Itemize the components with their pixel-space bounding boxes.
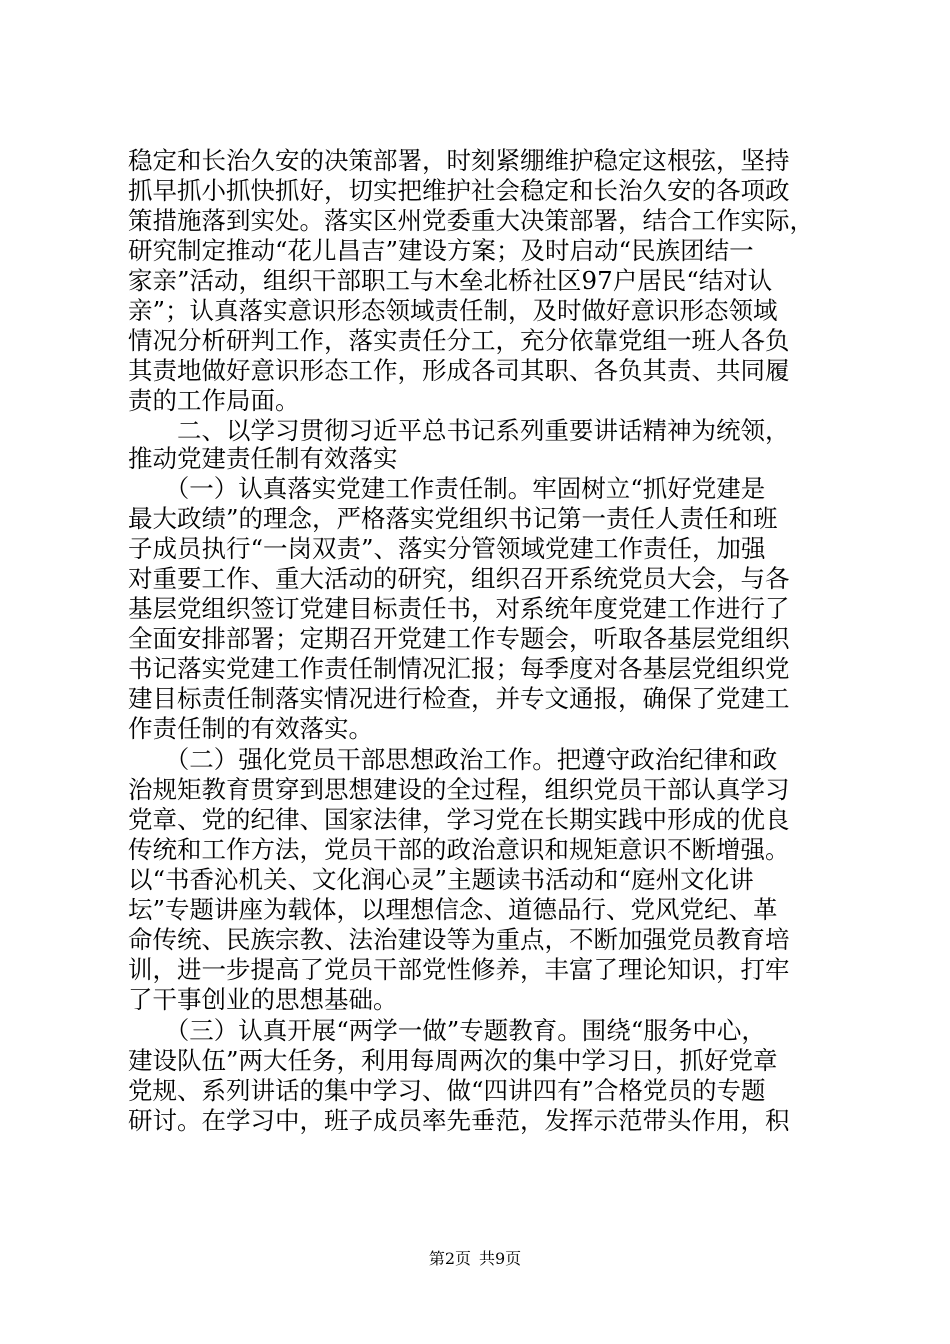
body-line: 党章、党的纪律、国家法律，学习党在长期实践中形成的优良 <box>128 805 790 834</box>
body-line: （二）强化党员干部思想政治工作。把遵守政治纪律和政 <box>128 745 778 774</box>
body-line: 传统和工作方法，党员干部的政治意识和规矩意识不断增强。 <box>128 835 790 864</box>
body-line: 亲”；认真落实意识形态领域责任制，及时做好意识形态领域 <box>128 296 778 325</box>
body-line: 对重要工作、重大活动的研究，组织召开系统党员大会，与各 <box>128 564 790 593</box>
body-line: （三）认真开展“两学一做”专题教育。围绕“服务中心， <box>128 1016 766 1045</box>
body-line: 基层党组织签订党建目标责任书，对系统年度党建工作进行了 <box>128 594 790 623</box>
body-line: 命传统、民族宗教、法治建设等为重点，不断加强党员教育培 <box>128 925 790 954</box>
page-number: 第2页 <box>428 1249 471 1268</box>
body-line: 最大政绩”的理念，严格落实党组织书记第一责任人责任和班 <box>128 504 778 533</box>
document-body <box>128 146 833 1136</box>
page-footer <box>0 1249 950 1269</box>
body-line: 训，进一步提高了党员干部党性修养，丰富了理论知识，打牢 <box>128 955 790 984</box>
body-line: 治规矩教育贯穿到思想建设的全过程，组织党员干部认真学习 <box>128 775 790 804</box>
section-heading-line: 二、以学习贯彻习近平总书记系列重要讲话精神为统领， <box>128 416 790 445</box>
body-line: （一）认真落实党建工作责任制。牢固树立“抓好党建是 <box>128 474 766 503</box>
body-line: 子成员执行“一岗双责”、落实分管领域党建工作责任，加强 <box>128 534 766 563</box>
body-line: 情况分析研判工作，落实责任分工，充分依靠党组一班人各负 <box>128 326 790 355</box>
body-line: 稳定和长治久安的决策部署，时刻紧绷维护稳定这根弦，坚持 <box>128 146 790 175</box>
body-line: 建设队伍”两大任务，利用每周两次的集中学习日，抓好党章 <box>128 1046 778 1075</box>
body-line: 全面安排部署；定期召开党建工作专题会，听取各基层党组织 <box>128 624 790 653</box>
body-line: 其责地做好意识形态工作，形成各司其职、各负其责、共同履 <box>128 356 790 385</box>
body-line: 研讨。在学习中，班子成员率先垂范，发挥示范带头作用，积 <box>128 1106 790 1135</box>
body-line: 策措施落到实处。落实区州党委重大决策部署，结合工作实际， <box>128 206 814 235</box>
body-line: 建目标责任制落实情况进行检查，并专文通报，确保了党建工 <box>128 684 790 713</box>
body-line: 书记落实党建工作责任制情况汇报；每季度对各基层党组织党 <box>128 654 790 683</box>
section-heading-line: 推动党建责任制有效落实 <box>128 444 398 473</box>
body-line: 研究制定推动“花儿昌吉”建设方案；及时启动“民族团结一 <box>128 236 754 265</box>
body-line: 作责任制的有效落实。 <box>128 714 373 743</box>
body-line: 责的工作局面。 <box>128 386 300 415</box>
body-line: 了干事创业的思想基础。 <box>128 985 398 1014</box>
body-line: 以“书香沁机关、文化润心灵”主题读书活动和“庭州文化讲 <box>128 865 754 894</box>
body-line: 抓早抓小抓快抓好，切实把维护社会稳定和长治久安的各项政 <box>128 176 790 205</box>
body-line: 党规、系列讲话的集中学习、做“四讲四有”合格党员的专题 <box>128 1076 766 1105</box>
page-total: 共9页 <box>479 1249 522 1268</box>
body-line: 坛”专题讲座为载体，以理想信念、道德品行、党风党纪、革 <box>128 895 778 924</box>
body-line: 家亲”活动，组织干部职工与木垒北桥社区97户居民“结对认 <box>128 266 773 295</box>
